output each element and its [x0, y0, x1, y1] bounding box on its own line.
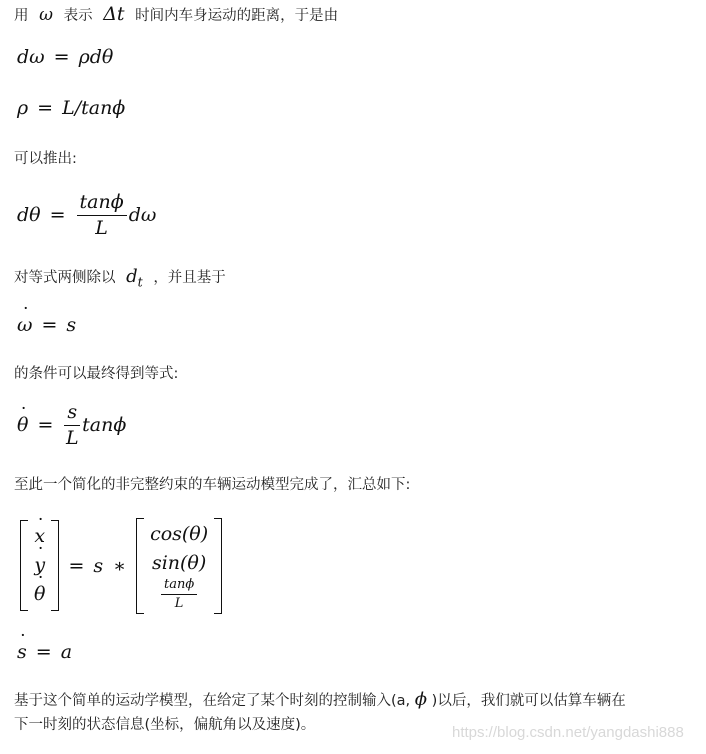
- equals: =: [35, 641, 52, 663]
- equals: =: [41, 314, 58, 336]
- equation-6-matrix: [20, 518, 222, 614]
- eq7-lhs: ˙ s: [17, 641, 27, 663]
- eq5-rhs: tanϕ: [82, 414, 127, 437]
- state-vector: [20, 520, 59, 611]
- equals: =: [37, 97, 54, 119]
- dt-d: d: [126, 266, 138, 287]
- direction-vector: [136, 518, 222, 614]
- numerator: tanϕ: [161, 578, 197, 595]
- right-bracket: [51, 520, 59, 611]
- text: 表示: [63, 8, 93, 24]
- numerator: s: [64, 402, 80, 426]
- math-dt: [126, 266, 143, 290]
- equation-2: [17, 97, 125, 119]
- left-bracket: [20, 520, 28, 611]
- left-bracket: [136, 518, 144, 614]
- math-delta-t: Δt: [103, 3, 125, 25]
- y-dot: ˙ y: [34, 551, 45, 580]
- eq2-rhs: L/tanϕ: [62, 97, 126, 119]
- denominator: L: [95, 216, 108, 239]
- paragraph-conclusion-2: 下一时刻的状态信息(坐标，偏航角以及速度)。: [14, 717, 316, 733]
- paragraph-derive: 可以推出:: [14, 151, 77, 167]
- times: ∗: [113, 554, 127, 577]
- eq5-lhs: ˙ θ: [17, 414, 28, 436]
- eq3-rhs: dω: [128, 204, 157, 227]
- scalar-s: s: [93, 554, 104, 577]
- text: 时间内车身运动的距离，于是由: [135, 8, 339, 24]
- text: 对等式两侧除以: [14, 270, 116, 286]
- equals: =: [68, 554, 85, 577]
- paragraph-summary: 至此一个简化的非完整约束的车辆运动模型完成了，汇总如下:: [14, 477, 411, 493]
- text: 基于这个简单的运动学模型，在给定了某个时刻的控制输入(a,: [14, 693, 415, 709]
- math-phi: ϕ: [414, 689, 428, 710]
- eq2-lhs: ρ: [17, 97, 29, 119]
- paragraph-intro: [14, 2, 338, 28]
- equals: =: [37, 414, 54, 437]
- equation-7: [17, 641, 72, 663]
- eq4-lhs: ˙ ω: [17, 314, 33, 336]
- eq7-rhs: a: [60, 641, 73, 663]
- fraction: [161, 578, 197, 612]
- sin-theta: sin(θ): [151, 552, 207, 574]
- fraction: [64, 402, 80, 449]
- fraction: [77, 192, 127, 239]
- equation-5: [17, 402, 126, 449]
- paragraph-divide: [14, 265, 226, 294]
- x-dot: ˙ x: [34, 522, 45, 551]
- denominator: L: [174, 596, 184, 612]
- watermark: https://blog.csdn.net/yangdashi888: [452, 724, 684, 741]
- eq4-rhs: s: [66, 314, 77, 336]
- math-omega: ω: [39, 5, 53, 25]
- eq1-rhs: ρdθ: [78, 46, 114, 68]
- theta-dot: ˙ θ: [34, 580, 45, 609]
- eq3-lhs: dθ: [17, 204, 41, 227]
- dt-t: t: [137, 274, 143, 290]
- text: )以后，我们就可以估算车辆在: [427, 693, 626, 709]
- numerator: tanϕ: [77, 192, 127, 216]
- denominator: L: [65, 426, 79, 449]
- right-bracket: [214, 518, 222, 614]
- text: 用: [14, 8, 29, 24]
- text: ，并且基于: [153, 270, 226, 286]
- paragraph-conclusion: [14, 688, 626, 713]
- equals: =: [53, 46, 70, 68]
- cos-theta: cos(θ): [150, 523, 209, 545]
- matrix-column: [144, 518, 214, 614]
- equation-1: [17, 46, 113, 68]
- matrix-column: [28, 520, 51, 611]
- equation-3: [17, 192, 156, 239]
- eq1-lhs: dω: [17, 46, 45, 68]
- paragraph-condition: 的条件可以最终得到等式:: [14, 366, 179, 382]
- equation-4: [17, 314, 76, 336]
- equals: =: [49, 204, 66, 227]
